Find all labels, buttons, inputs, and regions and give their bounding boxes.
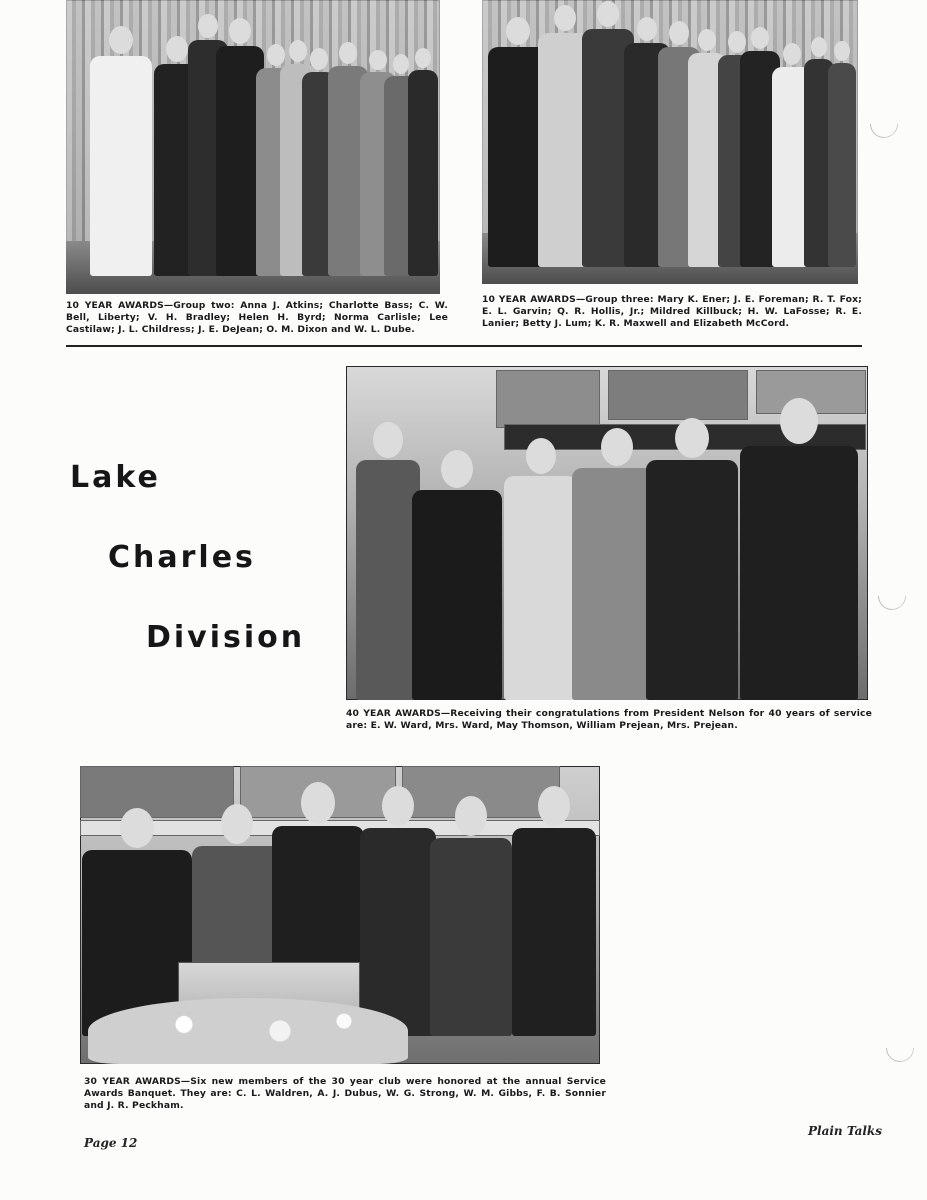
person-figure [828,41,856,267]
wall-poster [496,370,600,428]
wall-poster [608,370,748,420]
person-figure [512,786,596,1036]
person-figure [504,438,578,700]
publication-name: Plain Talks [808,1124,883,1138]
person-figure [356,422,420,700]
caption-group-three: 10 YEAR AWARDS—Group three: Mary K. Ener; J. E. Foreman; R. T. Fox; E. L. Garvin; Q. R. Hollis, Jr.; Mildred Killbuck; H. W. LaFosse; R. E. Lanier; Betty J. Lum; K. R. Maxwell and Elizabeth McCord. [482,294,862,329]
photo-forty-year-awards [346,366,868,700]
photo-group-two [66,0,440,294]
flower-arrangement [88,998,408,1064]
person-figure [412,450,502,700]
binder-hole [880,1028,920,1068]
caption-group-two: 10 YEAR AWARDS—Group two: Anna J. Atkins; Charlotte Bass; C. W. Bell, Liberty; V. H. Bradley; Helen H. Byrd; Norma Carlisle; Lee Castilaw; J. L. Childress; J. E. DeJean; O. M. Dixon and W. L. Dube. [66,300,448,335]
person-figure [646,418,738,700]
person-figure [740,398,858,700]
binder-hole [872,576,912,616]
division-title-line2: Charles [108,540,256,575]
division-title-line1: Lake [70,460,161,495]
person-figure [90,26,152,276]
caption-forty-year-awards: 40 YEAR AWARDS—Receiving their congratulations from President Nelson for 40 years of service are: E. W. Ward, Mrs. Ward, May Thomson, William Prejean, Mrs. Prejean. [346,708,872,731]
division-title-line3: Division [146,620,306,655]
person-figure [408,48,438,276]
photo-group-three [482,0,858,284]
person-figure [360,786,436,1036]
section-divider [66,345,862,347]
caption-thirty-year-awards: 30 YEAR AWARDS—Six new members of the 30 year club were honored at the annual Service Awards Banquet. They are: C. L. Waldren, A. J. Dubus, W. G. Strong, W. M. Gibbs, F. B. Sonnier and J. R. Peckham. [84,1076,606,1111]
binder-hole [864,104,904,144]
person-figure [430,796,512,1036]
photo-thirty-year-awards [80,766,600,1064]
page-number: Page 12 [84,1136,138,1150]
